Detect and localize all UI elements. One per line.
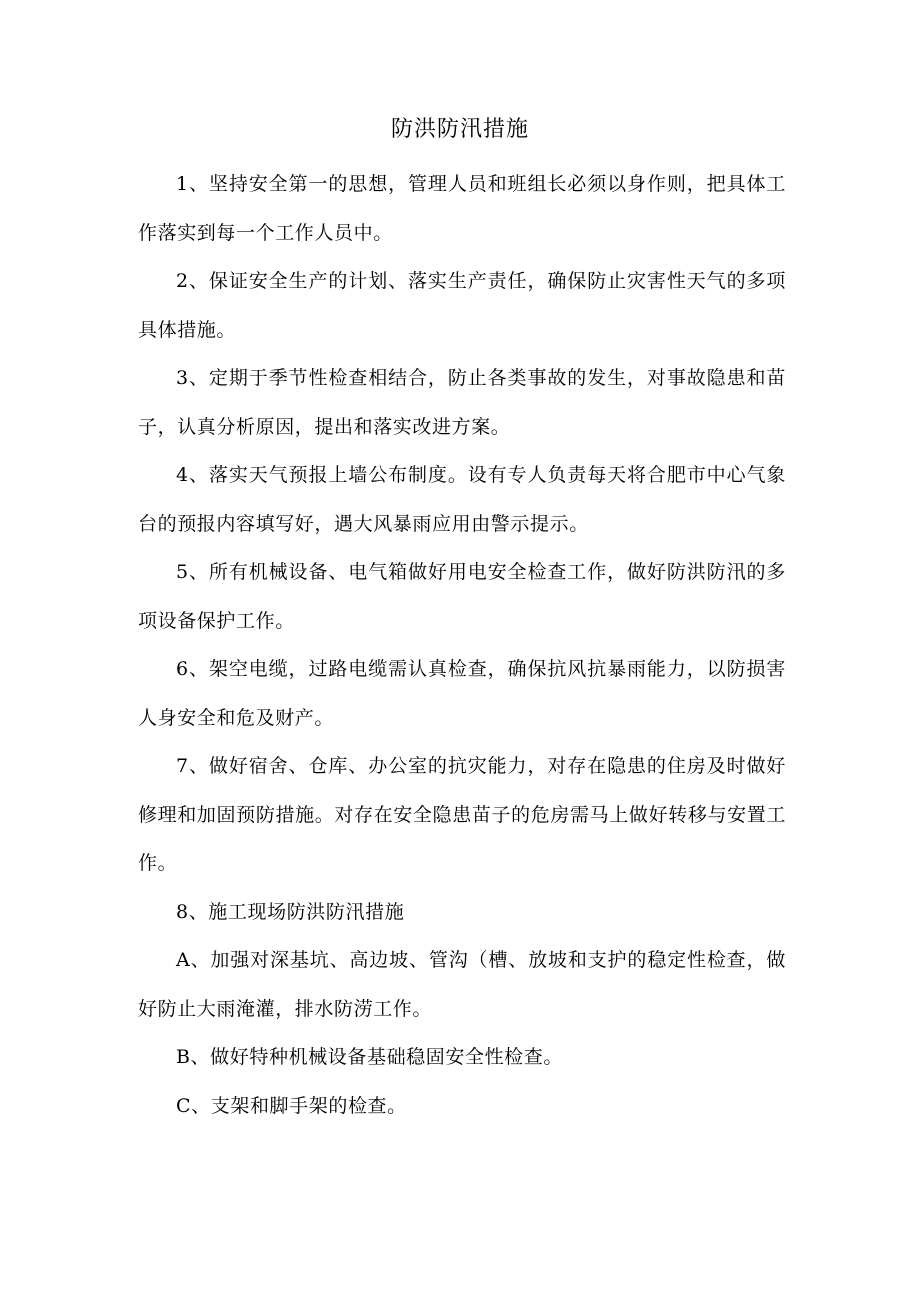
paragraph-5: 5、所有机械设备、电气箱做好用电安全检查工作，做好防洪防汛的多项设备保护工作。 <box>138 561 786 632</box>
paragraph-8: 8、施工现场防洪防汛措施 <box>176 900 405 923</box>
paragraph-c: C、支架和脚手架的检查。 <box>176 1094 407 1117</box>
paragraph-3: 3、定期于季节性检查相结合，防止各类事故的发生，对事故隐患和苗子，认真分析原因，提出和落实改进方案。 <box>138 367 786 438</box>
paragraph-4: 4、落实天气预报上墙公布制度。设有专人负责每天将合肥市中心气象台的预报内容填写好，遇大风暴雨应用由警示提示。 <box>138 464 786 535</box>
paragraph-b: B、做好特种机械设备基础稳固安全性检查。 <box>176 1046 563 1068</box>
document-title: 防洪防汛措施 <box>390 117 529 142</box>
paragraph-7: 7、做好宿舍、仓库、办公室的抗灾能力，对存在隐患的住房及时做好修理和加固预防措施。对存在安全隐患苗子的危房需马上做好转移与安置工作。 <box>138 755 786 874</box>
paragraph-6: 6、架空电缆，过路电缆需认真检查，确保抗风抗暴雨能力，以防损害人身安全和危及财产。 <box>138 658 786 729</box>
paragraph-a: A、加强对深基坑、高边坡、管沟（槽、放坡和支护的稳定性检查，做好防止大雨淹灌，排水防涝工作。 <box>138 949 786 1020</box>
paragraph-1: 1、坚持安全第一的思想，管理人员和班组长必须以身作则，把具体工作落实到每一个工作人员中。 <box>138 173 786 244</box>
document-body <box>138 160 786 1130</box>
paragraph-2: 2、保证安全生产的计划、落实生产责任，确保防止灾害性天气的多项具体措施。 <box>138 270 786 341</box>
